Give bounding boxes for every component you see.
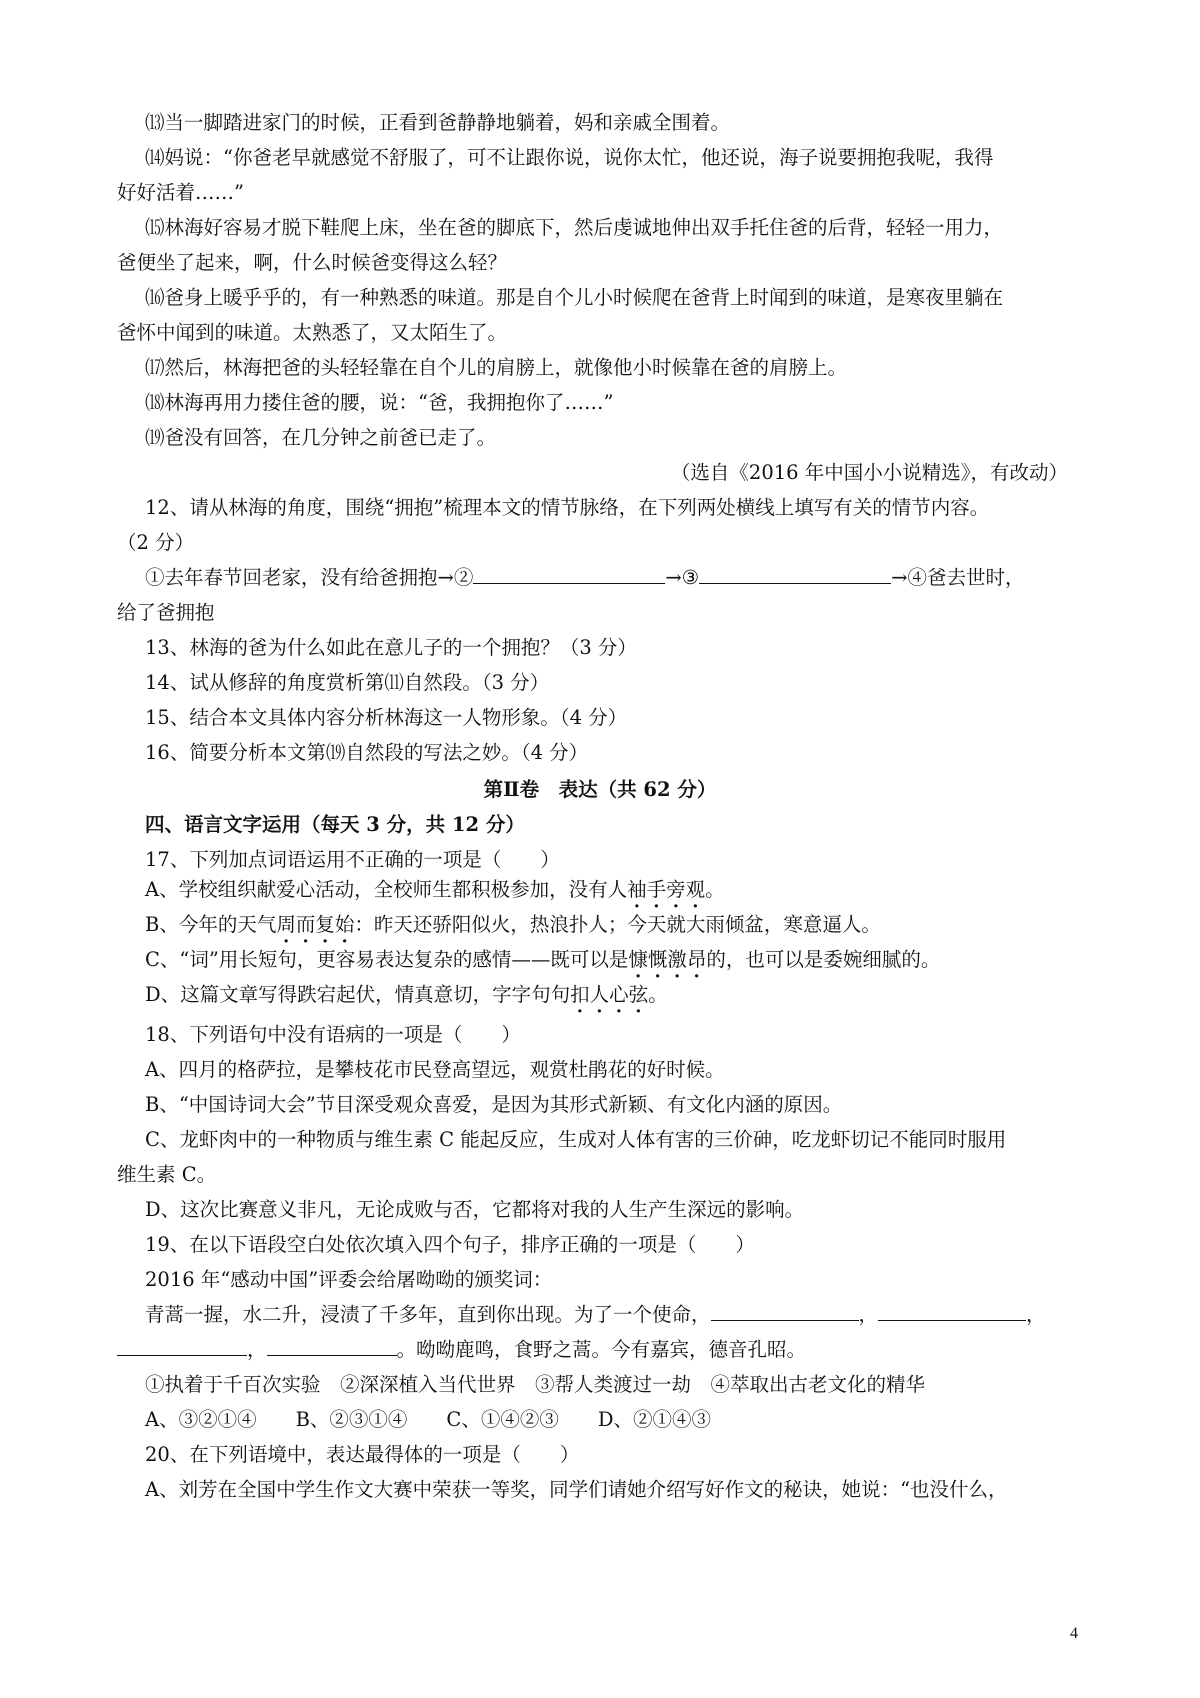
question-14: 14、试从修辞的角度赏析第⑾自然段。（3 分）: [145, 671, 550, 694]
emphasis-char: 扣: [570, 983, 590, 1006]
question-12: 12、请从林海的角度，围绕“拥抱”梳理本文的情节脉络，在下列两处横线上填写有关的情节内容。: [145, 496, 990, 519]
question-15: 15、结合本文具体内容分析林海这一人物形象。（4 分）: [145, 706, 628, 729]
fill-blank-3[interactable]: [117, 1337, 247, 1356]
question-17: 17、下列加点词语运用不正确的一项是（ ）: [145, 848, 560, 871]
question-18-option-b: B、“中国诗词大会”节目深受观众喜爱，是因为其形式新颖、有文化内涵的原因。: [145, 1093, 843, 1116]
paragraph-14: ⒁妈说：“你爸老早就感觉不舒服了，可不让跟你说，说你太忙，他还说，海子说要拥抱我呢，我得: [145, 146, 994, 169]
question-18-option-a: A、四月的格萨拉，是攀枝花市民登高望远，观赏杜鹃花的好时候。: [145, 1058, 725, 1081]
emphasis-char: 慨: [647, 948, 668, 971]
emphasis-char: 而: [295, 913, 316, 936]
paragraph-15: ⒂林海好容易才脱下鞋爬上床，坐在爸的脚底下，然后虔诚地伸出双手托住爸的后背，轻轻一用力，: [145, 216, 1004, 239]
emphasis-char: 昂: [686, 948, 707, 971]
answer-blank-2[interactable]: [473, 565, 665, 584]
page-number: 4: [1070, 1625, 1078, 1642]
question-16: 16、简要分析本文第⒆自然段的写法之妙。（4 分）: [145, 741, 589, 764]
emphasis-char: 心: [609, 983, 629, 1006]
paragraph-15-cont: 爸便坐了起来，啊，什么时候爸变得这么轻？: [117, 251, 508, 274]
question-12-plot-line: ①去年春节回老家，没有给爸拥抱→② →③ →④爸去世时，: [145, 566, 1025, 589]
question-18-option-d: D、这次比赛意义非凡，无论成败与否，它都将对我的人生产生深远的影响。: [145, 1198, 805, 1221]
question-17-option-c: C、“词”用长短句，更容易表达复杂的感情——既可以是慷慨激昂的，也可以是委婉细腻的。: [145, 948, 941, 971]
part-4-title: 四、语言文字运用（每天 3 分，共 12 分）: [145, 813, 525, 836]
paragraph-16-cont: 爸怀中闻到的味道。太熟悉了，又太陌生了。: [117, 321, 508, 344]
fill-blank-2[interactable]: [878, 1302, 1026, 1321]
emphasis-char: 袖: [627, 878, 647, 901]
section-2-title: 第Ⅱ卷 表达（共 62 分）: [483, 778, 717, 801]
emphasis-char: 人: [589, 983, 610, 1006]
question-19-passage-line-2: ， 。呦呦鹿鸣，食野之蒿。今有嘉宾，德音孔昭。: [117, 1337, 806, 1363]
emphasis-char: 旁: [666, 878, 686, 901]
question-13: 13、林海的爸为什么如此在意儿子的一个拥抱？（3 分）: [145, 636, 637, 659]
fill-blank-1[interactable]: [711, 1302, 859, 1321]
question-18: 18、下列语句中没有语病的一项是（ ）: [145, 1023, 521, 1046]
question-19-sentences: ①执着于千百次实验 ②深深植入当代世界 ③帮人类渡过一劫 ④萃取出古老文化的精华: [145, 1373, 926, 1396]
answer-blank-3[interactable]: [699, 565, 891, 584]
question-12-score: （2 分）: [117, 531, 195, 554]
question-20: 20、在下列语境中，表达最得体的一项是（ ）: [145, 1443, 580, 1466]
emphasized-phrase: [276, 913, 354, 936]
paragraph-13: ⒀当一脚踏进家门的时候，正看到爸静静地躺着，妈和亲戚全围着。: [145, 111, 731, 134]
paragraph-14-cont: 好好活着……”: [117, 181, 244, 204]
emphasis-char: 复: [315, 913, 335, 936]
question-19-intro: 2016 年“感动中国”评委会给屠呦呦的颁奖词：: [145, 1268, 553, 1291]
emphasized-phrase: [627, 878, 705, 901]
question-19: 19、在以下语段空白处依次填入四个句子，排序正确的一项是（ ）: [145, 1233, 755, 1256]
question-19-passage-line-1: 青蒿一握，水二升，浸渍了千多年，直到你出现。为了一个使命， ， ，: [145, 1303, 1046, 1326]
question-17-option-d: D、这篇文章写得跌宕起伏，情真意切，字字句句扣人心弦。: [145, 983, 668, 1006]
fill-blank-4[interactable]: [267, 1337, 397, 1356]
emphasis-char: 手: [646, 878, 667, 901]
paragraph-16: ⒃爸身上暖乎乎的，有一种熟悉的味道。那是自个儿小时候爬在爸背上时闻到的味道，是寒夜里躺在: [145, 286, 1004, 309]
source-citation: （选自《2016 年中国小小说精选》，有改动）: [670, 461, 1068, 484]
question-17-option-b: B、今年的天气周而复始：昨天还骄阳似火，热浪扑人；今天就大雨倾盆，寒意逼人。: [145, 913, 881, 936]
emphasized-phrase: [628, 948, 706, 971]
question-18-option-c-cont: 维生素 C。: [117, 1163, 217, 1186]
emphasis-char: 弦: [628, 983, 649, 1006]
emphasis-char: 始: [334, 913, 355, 936]
emphasis-char: 观: [685, 878, 706, 901]
paragraph-18: ⒅林海再用力搂住爸的腰，说：“爸，我拥抱你了……”: [145, 391, 614, 414]
emphasis-char: 慷: [628, 948, 648, 971]
question-17-option-a: A、学校组织献爱心活动，全校师生都积极参加，没有人袖手旁观。: [145, 878, 725, 901]
paragraph-17: ⒄然后，林海把爸的头轻轻靠在自个儿的肩膀上，就像他小时候靠在爸的肩膀上。: [145, 356, 848, 379]
question-12-plot-end: 给了爸拥抱: [117, 601, 215, 624]
emphasis-char: 周: [276, 913, 296, 936]
question-18-option-c: C、龙虾肉中的一种物质与维生素 C 能起反应，生成对人体有害的三价砷，吃龙虾切记不能同时服用: [145, 1128, 1007, 1151]
emphasized-phrase: [570, 983, 648, 1006]
question-19-options: A、③②①④ B、②③①④ C、①④②③ D、②①④③: [145, 1408, 711, 1431]
emphasis-char: 激: [667, 948, 687, 971]
paragraph-19: ⒆爸没有回答，在几分钟之前爸已走了。: [145, 426, 497, 449]
question-20-option-a: A、刘芳在全国中学生作文大赛中荣获一等奖，同学们请她介绍写好作文的秘诀，她说：“也没什么，: [145, 1478, 1008, 1501]
